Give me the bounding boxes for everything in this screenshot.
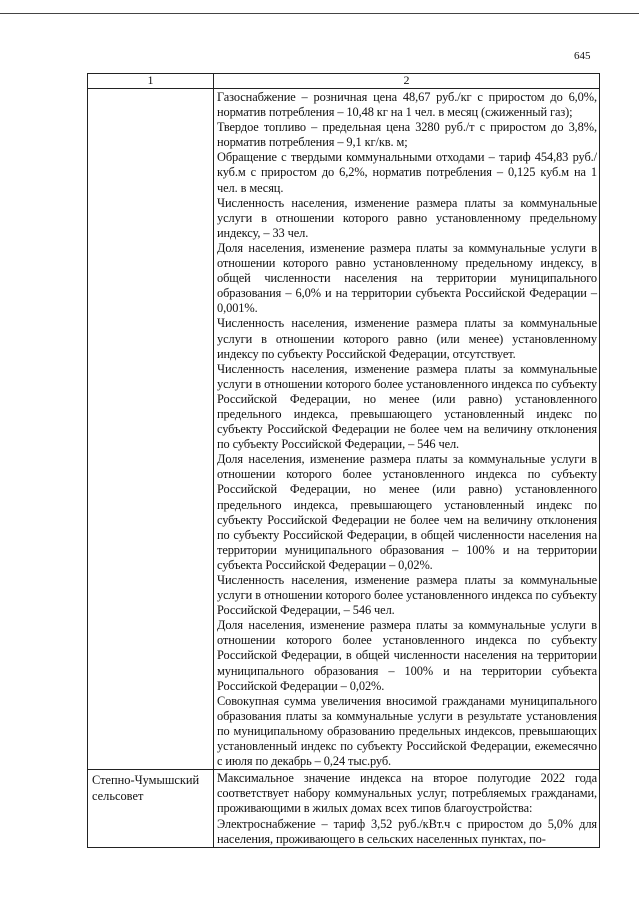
- municipality-name-cell: [88, 89, 214, 770]
- paragraph: Доля населения, изменение размера платы за коммунальные услуги в отношении которого более установленного индекса по субъекту Российской Федерации, в общей численности населения на территории муниципального образования – 100% и на территории субъекта Российской Федерации – 0,02%.: [217, 618, 597, 693]
- description-cell: [214, 770, 600, 847]
- paragraph: Доля населения, изменение размера платы за коммунальные услуги в отношении которого равно установленному предельному индексу, в общей численности населения на территории муниципального образования – 6,0% и на территории субъекта Российской Федерации – 0,001%.: [217, 240, 597, 316]
- paragraph: Доля населения, изменение размера платы за коммунальные услуги в отношении которого более установленного индекса по субъекту Российской Федерации, но менее (или равно) установленного предельного индекса, превышающего установленный индекс по субъекту Российской Федерации не более чем на величину отклонения по субъекту Российской Федерации, в общей численности населения на территории муниципального образования – 100% и на территории субъекта Российской Федерации – 0,02%.: [217, 452, 597, 572]
- paragraph: Электроснабжение – тариф 3,52 руб./кВт.ч с приростом до 5,0% для населения, проживающего в сельских населенных пунктах, по-: [217, 816, 597, 846]
- data-table: [87, 73, 600, 848]
- paragraph: Численность населения, изменение размера платы за коммунальные услуги в отношении которого равно установленному предельному индексу, – 33 чел.: [217, 195, 597, 240]
- paragraph: Максимальное значение индекса на второе полугодие 2022 года соответствует набору коммунальных услуг, потребляемых гражданами, проживающими в жилых домах всех типов благоустройства:: [217, 771, 597, 816]
- paragraph: Численность населения, изменение размера платы за коммунальные услуги в отношении которого более установленного индекса по субъекту Российской Федерации, – 546 чел.: [217, 573, 597, 618]
- municipality-name-cell: Степно-Чумышский сельсовет: [88, 770, 214, 847]
- paragraph: Совокупная сумма увеличения вносимой гражданами муниципального образования платы за коммунальные услуги в результате установления по муниципальному образованию предельных индексов, превышающих установленный индекс по субъекту Российской Федерации, ежемесячно с июля по декабрь – 0,24 тыс.руб.: [217, 693, 597, 769]
- table-row: [88, 89, 600, 770]
- page-number: 645: [574, 50, 591, 62]
- description-cell: [214, 89, 600, 770]
- paragraph: Газоснабжение – розничная цена 48,67 руб./кг с приростом до 6,0%, норматив потребления – 10,48 кг на 1 чел. в месяц (сжиженный газ);: [217, 90, 597, 120]
- column-header-1: 1: [88, 74, 214, 89]
- paragraph: Численность населения, изменение размера платы за коммунальные услуги в отношении которого равно (или менее) установленному индексу по субъекту Российской Федерации, отсутствует.: [217, 316, 597, 361]
- top-rule: [0, 13, 639, 14]
- paragraph: Обращение с твердыми коммунальными отходами – тариф 454,83 руб./куб.м с приростом до 6,2%, норматив потребления – 0,125 куб.м на 1 чел. в месяц.: [217, 150, 597, 195]
- table-row: [88, 770, 600, 847]
- column-header-2: 2: [214, 74, 600, 89]
- paragraph: Численность населения, изменение размера платы за коммунальные услуги в отношении которого более установленного индекса по субъекту Российской Федерации, но менее (или равно) установленного предельного индекса, превышающего установленный индекс по субъекту Российской Федерации не более чем на величину отклонения по субъекту Российской Федерации, – 546 чел.: [217, 361, 597, 452]
- paragraph: Твердое топливо – предельная цена 3280 руб./т с приростом до 3,8%, норматив потребления – 9,1 кг/кв. м;: [217, 120, 597, 150]
- table-header-row: [88, 74, 600, 89]
